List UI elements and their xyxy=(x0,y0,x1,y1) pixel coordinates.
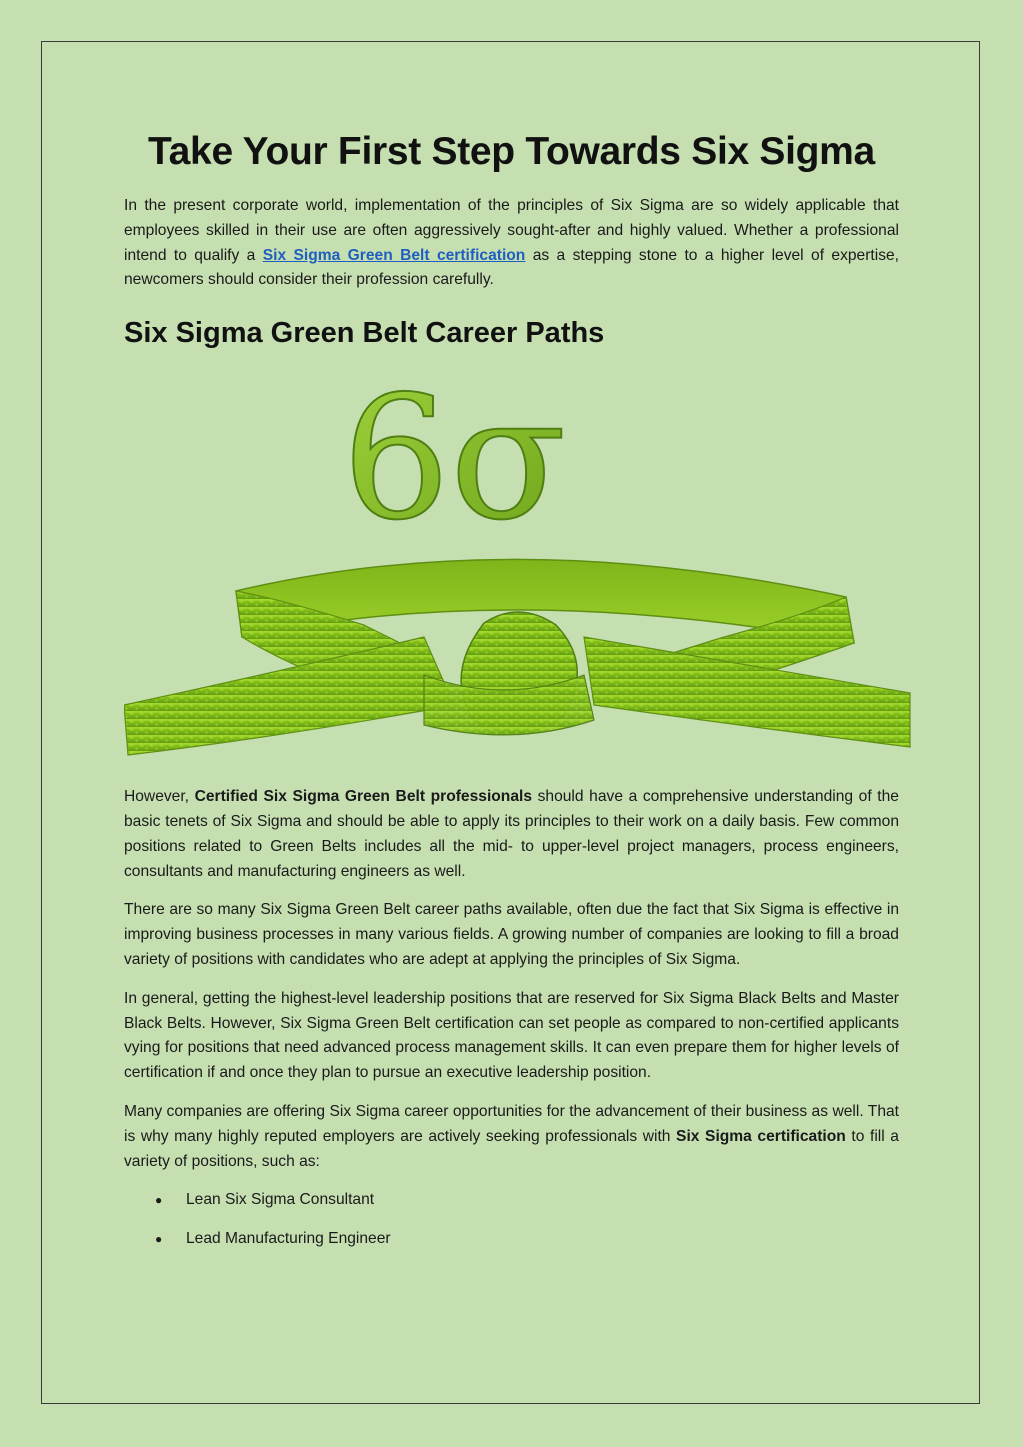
paragraph-opportunities xyxy=(124,1100,899,1174)
paragraph-certified-green-belt xyxy=(124,785,899,884)
list-item-label: Lean Six Sigma Consultant xyxy=(186,1191,375,1209)
green-belt-illustration xyxy=(124,375,911,765)
intro-paragraph xyxy=(124,194,899,293)
paragraph-2-bold: Certified Six Sigma Green Belt professionals xyxy=(194,788,533,806)
paragraph-2-rest: should have a comprehensive understanding of the basic tenets of Six Sigma and should be able to apply its principles to their work on a daily basis. Few common positions related to Green Belts includes all the mid- to upper-level project managers, process engineers, consultants and manufacturing engineers as well. xyxy=(124,788,899,880)
six-sigma-logo xyxy=(342,375,566,558)
paragraph-5-bold: Six Sigma certification xyxy=(676,1127,846,1145)
intro-text-end: as a stepping stone to a higher level of expertise, newcomers should consider their profession carefully. xyxy=(124,246,900,289)
intro-text-start: In the present corporate world, implementation of the principles of Six Sigma are so widely applicable that employees skilled in their use are often aggressively sought-after and highly valued. Whether a professional intend to qualify a xyxy=(124,197,899,264)
list-item xyxy=(124,1188,899,1213)
document-content xyxy=(124,126,899,1265)
page-title: Take Your First Step Towards Six Sigma xyxy=(148,130,875,173)
paragraph-5-rest: to fill a variety of positions, such as: xyxy=(124,1127,899,1170)
list-item xyxy=(124,1227,899,1252)
section-heading: Six Sigma Green Belt Career Paths xyxy=(124,317,605,350)
list-item-label: Lead Manufacturing Engineer xyxy=(186,1229,391,1247)
positions-list xyxy=(124,1188,899,1251)
bullet-icon: ● xyxy=(155,1193,163,1208)
bullet-icon: ● xyxy=(155,1231,163,1246)
six-sigma-green-belt-image xyxy=(124,375,911,765)
six-sigma-logo-text: 6σ xyxy=(342,375,567,559)
paragraph-2-lead: However, xyxy=(124,788,195,806)
paragraph-5-lead: Many companies are offering Six Sigma career opportunities for the advancement of their business as well. That is why many highly reputed employers are actively seeking professionals with xyxy=(124,1102,899,1145)
paragraph-leadership: In general, getting the highest-level leadership positions that are reserved for Six Sigma Black Belts and Master Black Belts. However, Six Sigma Green Belt certification can set people as compared to non-certified applicants vying for positions that need advanced process management skills. It can even prepare them for higher levels of certification if and once they plan to pursue an executive leadership position. xyxy=(124,989,899,1082)
paragraph-career-paths: There are so many Six Sigma Green Belt career paths available, often due the fact that Six Sigma is effective in improving business processes in many various fields. A growing number of companies are looking to fill a broad variety of positions with candidates who are adept at applying the principles of Six Sigma. xyxy=(124,901,899,968)
green-belt-certification-link[interactable]: Six Sigma Green Belt certification xyxy=(262,246,526,264)
